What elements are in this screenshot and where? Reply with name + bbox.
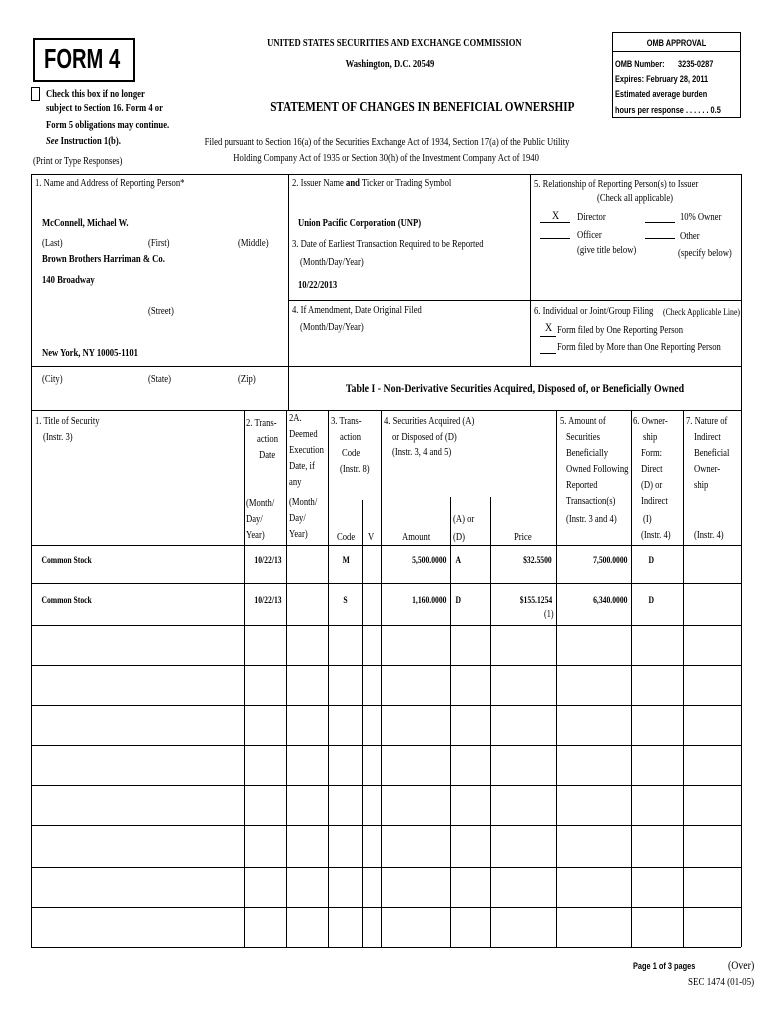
row1-title: Common Stock [41, 555, 92, 565]
page-count: Page 1 of 3 pages [633, 961, 696, 971]
first-label: (First) [148, 238, 170, 249]
col3-head-c: Code [342, 448, 361, 459]
col6-head-f: Indirect [641, 496, 668, 507]
omb-expires: Expires: February 28, 2011 [615, 74, 709, 84]
row2-price-note: (1) [544, 609, 554, 620]
more-person-line[interactable] [540, 353, 556, 354]
col6-head-h: (Instr. 4) [641, 530, 671, 541]
col2a-head-d: Date, if [289, 461, 315, 472]
col2-head-a: 2. Trans- [246, 418, 277, 429]
col5-head-b: Securities [566, 432, 600, 443]
col2a-head-h: Year) [289, 529, 308, 540]
omb-burden-1: Estimated average burden [615, 89, 708, 99]
check-text-3: Form 5 obligations may continue. [46, 120, 170, 131]
city-label: (City) [42, 374, 63, 385]
one-person-label: Form filed by One Reporting Person [557, 325, 684, 336]
col5-head-e: Reported [566, 480, 598, 491]
officer-label: Officer [577, 230, 602, 241]
box2-label-pre: 2. Issuer Name [292, 178, 347, 189]
ten-percent-owner-label: 10% Owner [680, 212, 722, 223]
row1-owned: 7,500.0000 [592, 555, 627, 565]
director-label: Director [577, 212, 606, 223]
city-value: New York, NY 10005-1101 [42, 348, 138, 359]
col7-head-a: 7. Nature of [686, 416, 728, 427]
no-longer-subject-checkbox[interactable] [31, 87, 40, 101]
ten-percent-owner-line[interactable] [645, 222, 675, 223]
row1-code: M [342, 555, 350, 565]
box2-label-post: Ticker or Trading Symbol [359, 178, 452, 189]
row2-title: Common Stock [41, 595, 92, 605]
other-line[interactable] [645, 238, 675, 239]
sec-form-number: SEC 1474 (01-05) [688, 976, 755, 988]
row1-ad: A [455, 555, 462, 565]
reporting-person-name: McConnell, Michael W. [42, 218, 129, 229]
street-label: (Street) [148, 306, 174, 317]
zip-label: (Zip) [238, 374, 256, 385]
col1-head-b: (Instr. 3) [43, 432, 73, 443]
col2a-head-g: Day/ [289, 513, 306, 524]
over-label: (Over) [728, 958, 755, 972]
col2-head-f: Year) [246, 530, 265, 541]
col4-head-amount: Amount [402, 532, 431, 543]
col6-head-g: (I) [643, 514, 652, 525]
box5-sub: (Check all applicable) [596, 193, 674, 204]
col6-head-a: 6. Owner- [633, 416, 668, 427]
state-label: (State) [148, 374, 171, 385]
filed-pursuant-line-2: Holding Company Act of 1935 or Section 30(h) of the Investment Company Act of 1940 [233, 153, 539, 164]
col7-head-d: Owner- [694, 464, 721, 475]
col2-head-b: action [257, 434, 279, 445]
row1-price: $32.5500 [523, 555, 552, 565]
col6-head-b: ship [643, 432, 658, 443]
col2a-head-f: (Month/ [289, 497, 318, 508]
statement-title: STATEMENT OF CHANGES IN BENEFICIAL OWNERSHIP [270, 100, 575, 115]
box2-label-and: and [346, 178, 360, 189]
director-mark[interactable]: X [552, 208, 560, 222]
col4-head-a: 4. Securities Acquired (A) [384, 416, 475, 427]
col7-head-e: ship [694, 480, 709, 491]
box5-label: 5. Relationship of Reporting Person(s) to Issuer [534, 179, 699, 190]
col3-head-a: 3. Trans- [331, 416, 362, 427]
col4-head-aor-1: (A) or [453, 514, 475, 525]
col5-head-d: Owned Following [566, 464, 629, 475]
box2-label [292, 178, 451, 190]
omb-title: OMB APPROVAL [646, 38, 707, 48]
omb-burden-2: hours per response . . . . . . 0.5 [615, 105, 721, 115]
box6-applicable: (Check Applicable Line) [663, 308, 741, 318]
earliest-transaction-date: 10/22/2013 [298, 280, 338, 291]
box6-label: 6. Individual or Joint/Group Filing [534, 306, 654, 317]
col7-head-b: Indirect [694, 432, 721, 443]
officer-line[interactable] [540, 238, 570, 239]
more-person-label: Form filed by More than One Reporting Person [557, 342, 721, 353]
col5-head-c: Beneficially [566, 448, 609, 459]
col2-head-c: Date [259, 450, 276, 461]
box3-label: 3. Date of Earliest Transaction Required to be Reported [292, 239, 484, 250]
other-label: Other [680, 231, 700, 242]
check-text-1: Check this box if no longer [46, 89, 145, 100]
middle-label: (Middle) [238, 238, 269, 249]
col2a-head-b: Deemed [289, 429, 318, 440]
col4-head-price: Price [514, 532, 532, 543]
col6-head-c: Form: [641, 448, 663, 459]
box1-label: 1. Name and Address of Reporting Person* [35, 178, 185, 189]
print-type-note: (Print or Type Responses) [33, 156, 123, 167]
agency-name: UNITED STATES SECURITIES AND EXCHANGE COMMISSION [267, 38, 522, 49]
street-value: 140 Broadway [42, 275, 95, 286]
reporting-company: Brown Brothers Harriman & Co. [42, 254, 165, 265]
issuer-name: Union Pacific Corporation (UNP) [298, 218, 422, 229]
col5-head-f: Transaction(s) [566, 496, 616, 507]
col1-head-a: 1. Title of Security [35, 416, 100, 427]
row2-ad: D [455, 595, 462, 605]
omb-number-label: OMB Number: [615, 59, 665, 69]
filed-pursuant-line-1: Filed pursuant to Section 16(a) of the Securities Exchange Act of 1934, Section 17(a) of the Public Utility [204, 137, 570, 148]
col2-head-e: Day/ [246, 514, 263, 525]
col7-head-f: (Instr. 4) [694, 530, 724, 541]
row2-form: D [648, 595, 655, 605]
row2-amount: 1,160.0000 [411, 595, 446, 605]
col2-head-d: (Month/ [246, 498, 275, 509]
row2-date: 10/22/13 [254, 595, 282, 605]
last-label: (Last) [42, 238, 63, 249]
check-text-instruction: Instruction 1(b). [58, 136, 121, 147]
col5-head-a: 5. Amount of [560, 416, 606, 427]
check-text-see: See [46, 136, 59, 147]
table1-title: Table I - Non-Derivative Securities Acquired, Disposed of, or Beneficially Owned [345, 381, 685, 395]
col3-head-code: Code [337, 532, 356, 543]
col6-head-e: (D) or [641, 480, 663, 491]
row1-date: 10/22/13 [254, 555, 282, 565]
officer-sub: (give title below) [577, 245, 637, 256]
col7-head-c: Beneficial [694, 448, 730, 459]
col4-head-b: or Disposed of (D) [392, 432, 457, 443]
row2-code: S [343, 595, 348, 605]
check-text-2: subject to Section 16. Form 4 or [46, 103, 163, 114]
row1-amount: 5,500.0000 [411, 555, 446, 565]
omb-number-value: 3235-0287 [678, 59, 714, 69]
col4-head-aor-2: (D) [453, 532, 465, 543]
agency-city: Washington, D.C. 20549 [345, 59, 435, 70]
col2a-head-c: Execution [289, 445, 324, 456]
col4-head-c: (Instr. 3, 4 and 5) [392, 447, 452, 458]
col2a-head-e: any [289, 477, 302, 488]
box4-label: 4. If Amendment, Date Original Filed [292, 305, 422, 316]
col6-head-d: Direct [641, 464, 663, 475]
check-text-4 [46, 136, 121, 148]
row2-price: $155.1254 [519, 595, 552, 605]
col3-head-v: V [368, 532, 375, 543]
col3-head-d: (Instr. 8) [340, 464, 370, 475]
row1-form: D [648, 555, 655, 565]
row2-owned: 6,340.0000 [592, 595, 627, 605]
col2a-head-a: 2A. [289, 413, 302, 424]
col3-head-b: action [340, 432, 362, 443]
box4-sub: (Month/Day/Year) [300, 322, 364, 333]
form-title: FORM 4 [44, 43, 121, 74]
box3-sub: (Month/Day/Year) [300, 257, 364, 268]
other-sub: (specify below) [678, 248, 732, 259]
one-person-mark[interactable]: X [545, 320, 553, 334]
col5-head-g: (Instr. 3 and 4) [566, 514, 617, 525]
